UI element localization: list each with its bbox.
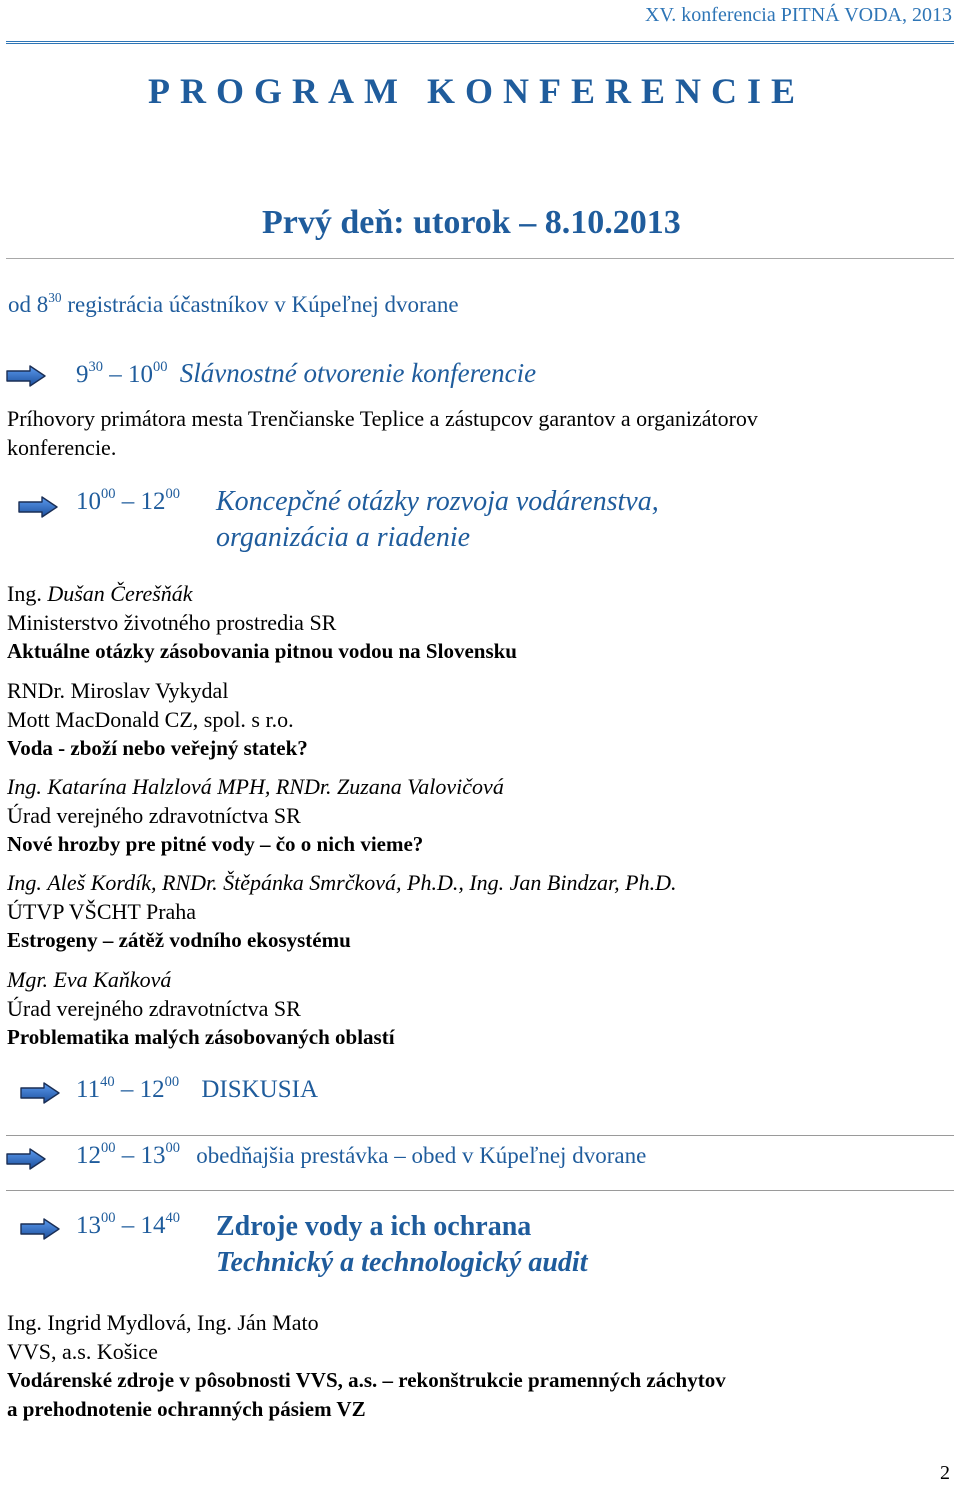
talk-speaker: Ing. Dušan Čerešňák: [7, 581, 193, 606]
session-discussion: $11^{40} - 12^{00}$ DISKUSIA: [76, 1074, 319, 1103]
talk-speaker: RNDr. Miroslav Vykydal: [7, 678, 229, 703]
talk-organization: VVS, a.s. Košice: [7, 1339, 158, 1364]
session-title: DISKUSIA: [201, 1076, 319, 1103]
talk-topic: Vodárenské zdroje v pôsobnosti VVS, a.s. – rekonštrukcie pramenných záchytov: [7, 1368, 726, 1392]
session-opening: $9^{30} - 10^{00}$ Slávnostné otvorenie konferencie: [76, 358, 537, 388]
section-divider: [6, 1190, 954, 1191]
session-title: Zdroje vody a ich ochrana: [216, 1211, 532, 1242]
registration-line: od $8^{30}$ registrácia účastníkov v Kúpeľnej dvorane: [8, 290, 459, 317]
arrow-icon: [20, 1082, 60, 1104]
arrow-icon: [6, 1148, 46, 1170]
session-time: $10^{00} - 12^{00}$: [76, 486, 180, 515]
day-divider: [6, 258, 954, 259]
session-title-cont: organizácia a riadenie: [216, 522, 471, 553]
talk-topic: Nové hrozby pre pitné vody – čo o nich vieme?: [7, 832, 424, 856]
talk-organization: ÚTVP VŠCHT Praha: [7, 899, 197, 924]
session-title: Koncepčné otázky rozvoja vodárenstva,: [216, 486, 659, 517]
arrow-icon: [6, 365, 46, 387]
session-title: Slávnostné otvorenie konferencie: [179, 358, 537, 388]
session-lunch: $12^{00} - 13^{00}$ obedňajšia prestávka – obed v Kúpeľnej dvorane: [76, 1140, 647, 1169]
session-subtitle: Technický a technologický audit: [216, 1247, 588, 1278]
day-heading: Prvý deň: utorok – 8.10.2013: [262, 204, 681, 241]
talk-speaker: Ing. Ingrid Mydlová, Ing. Ján Mato: [7, 1310, 319, 1335]
talk-organization: Úrad verejného zdravotníctva SR: [7, 996, 301, 1021]
talk-speaker: Ing. Katarína Halzlová MPH, RNDr. Zuzana Valovičová: [7, 774, 504, 799]
arrow-icon: [18, 496, 58, 518]
talk-topic-cont: a prehodnotenie ochranných pásiem VZ: [7, 1397, 366, 1421]
talk-topic: Estrogeny – zátěž vodního ekosystému: [7, 928, 351, 952]
header-divider: [6, 41, 954, 44]
talk-topic: Aktuálne otázky zásobovania pitnou vodou na Slovensku: [7, 639, 517, 663]
talk-speaker: Mgr. Eva Kaňková: [7, 967, 172, 992]
section-divider: [6, 1135, 954, 1136]
talk-organization: Mott MacDonald CZ, spol. s r.o.: [7, 707, 294, 732]
page-title: PROGRAM KONFERENCIE: [148, 71, 805, 111]
session-title: obedňajšia prestávka – obed v Kúpeľnej dvorane: [196, 1143, 647, 1168]
talk-organization: Ministerstvo životného prostredia SR: [7, 610, 337, 635]
talk-speaker: Ing. Aleš Kordík, RNDr. Štěpánka Smrčková, Ph.D., Ing. Jan Bindzar, Ph.D.: [7, 870, 677, 895]
session-description-cont: konferencie.: [7, 435, 117, 460]
talk-topic: Problematika malých zásobovaných oblastí: [7, 1025, 395, 1049]
conference-header: XV. konferencia PITNÁ VODA, 2013: [645, 4, 952, 26]
talk-organization: Úrad verejného zdravotníctva SR: [7, 803, 301, 828]
session-description: Príhovory primátora mesta Trenčianske Teplice a zástupcov garantov a organizátorov: [7, 406, 758, 431]
session-time: $13^{00} - 14^{40}$: [76, 1210, 180, 1239]
talk-topic: Voda - zboží nebo veřejný statek?: [7, 736, 308, 760]
page-number: 2: [940, 1462, 950, 1484]
arrow-icon: [20, 1218, 60, 1240]
